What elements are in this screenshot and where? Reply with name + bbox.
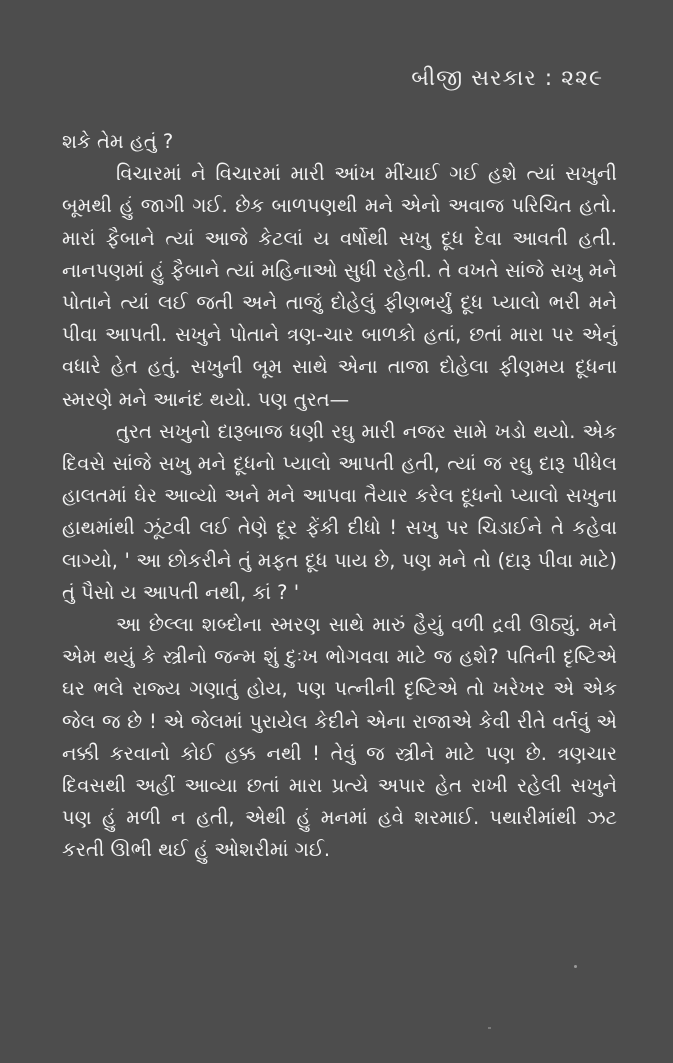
print-speck — [488, 1027, 491, 1029]
paragraph-1: શકે તેમ હતું ? — [62, 130, 174, 153]
paragraph-3: તુરત સખુનો દારૂબાજ ધણી રઘુ મારી નજર સામે ખડો થયો. એક દિવસે સાંજે સખુ મને દૂધનો પ્યાલો આપતી હતી, ત્યાં જ રઘુ દારૂ પીધેલ હાલતમાં ઘેર આવ્યો અને મને આપવા તૈયાર કરેલ દૂધનો પ્યાલો સખુના હાથમાંથી ઝૂંટવી લઈ તેણે દૂર ફેંકી દીધો ! સખુ પર ચિડાઈને તે કહેવા લાગ્યો, ' આ છોકરીને તું મફત દૂધ પાય છે, પણ મને તો (દારૂ પીવા માટે) તું પૈસો ય આપતી નથી, કાં ? ' — [62, 419, 617, 604]
paragraph-4: આ છેલ્લા શબ્દોના સ્મરણ સાથે મારું હૈયું વળી દ્રવી ઊઠ્યું. મને એમ થયું કે સ્ત્રીનો જન્મ શું દુઃખ ભોગવવા માટે જ હશે? પતિની દૃષ્ટિએ ઘર ભલે રાજ્ય ગણાતું હોય, પણ પત્નીની દૃષ્ટિએ તો ખરેખર એ એક જેલ જ છે ! એ જેલમાં પુરાયેલ કેદીને એના રાજાએ કેવી રીતે વર્તવું એ નક્કી કરવાનો કોઈ હક્ક નથી ! તેવું જ સ્ત્રીને માટે પણ છે. ત્રણચાર દિવસથી અહીં આવ્યા છતાં મારા પ્રત્યે અપાર હેત રાખી રહેલી સખુને પણ હું મળી ન હતી, એથી હું મનમાં હવે શરમાઈ. પથારીમાંથી ઝટ કરતી ઊભી થઈ હું ઓશરીમાં ગઈ. — [62, 613, 617, 862]
running-header: બીજી સરકાર : ૨૨૯ — [411, 66, 603, 91]
body-text — [62, 126, 617, 867]
print-speck — [574, 965, 577, 968]
paragraph-2: વિચારમાં ને વિચારમાં મારી આંખ મીંચાઈ ગઈ હશે ત્યાં સખુની બૂમથી હું જાગી ગઈ. છેક બાળપણથી મને એનો અવાજ પરિચિત હતો. મારાં ફૈબાને ત્યાં આજે કેટલાં ય વર્ષોથી સખુ દૂધ દેવા આવતી હતી. નાનપણમાં હું ફૈબાને ત્યાં મહિનાઓ સુધી રહેતી. તે વખતે સાંજે સખુ મને પોતાને ત્યાં લઈ જતી અને તાજું દોહેલું ફીણભર્યું દૂધ પ્યાલો ભરી મને પીવા આપતી. સખુને પોતાને ત્રણ-ચાર બાળકો હતાં, છતાં મારા પર એનું વધારે હેત હતું. સખુની બૂમ સાથે એના તાજા દોહેલા ફીણમય દૂધના સ્મરણે મને આનંદ થયો. પણ તુરત— — [62, 162, 617, 411]
